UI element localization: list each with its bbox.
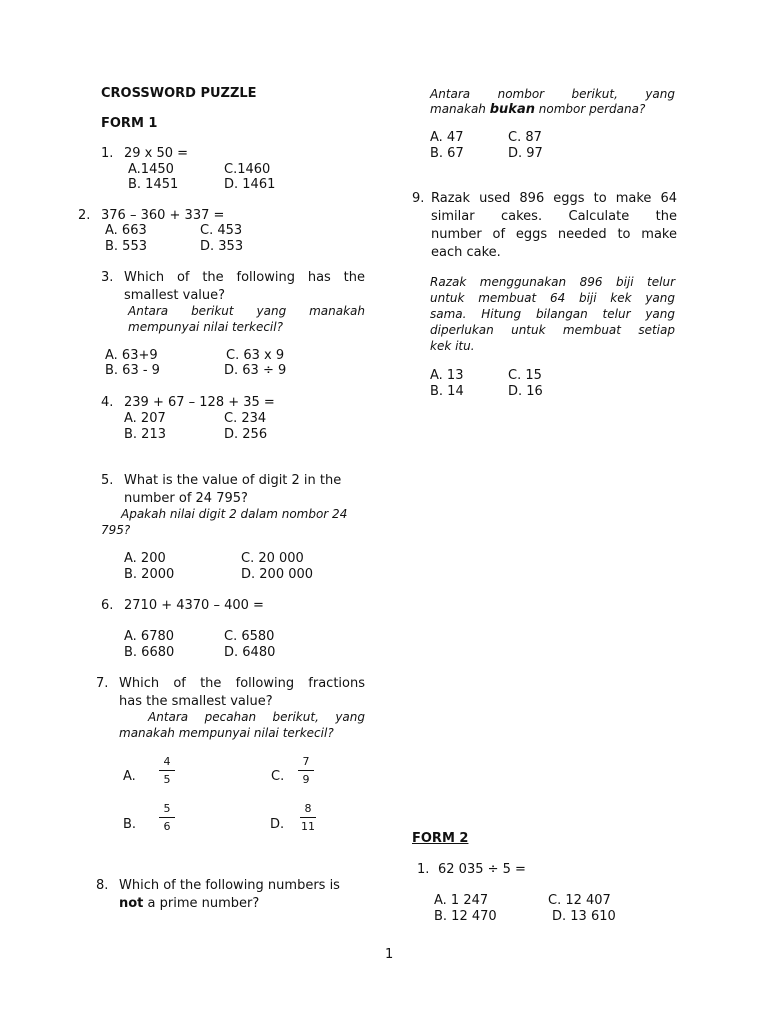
option-d: D. 63 ÷ 9	[224, 363, 287, 378]
question-text-line: number of 24 795?	[124, 491, 248, 506]
option-b: B. 12 470	[434, 909, 497, 924]
option-c: C. 87	[508, 130, 542, 145]
option-a: A. 207	[124, 411, 166, 426]
option-a: A.1450	[128, 162, 174, 177]
fraction-option-c	[298, 755, 314, 786]
option-d: D. 353	[200, 239, 244, 254]
question-text-line: smallest value?	[124, 288, 226, 303]
option-b: B. 63 - 9	[105, 363, 160, 378]
option-b: B. 6680	[124, 645, 175, 660]
option-d: D. 97	[508, 146, 543, 161]
fraction-bar	[298, 770, 314, 771]
question-number: 8.	[96, 878, 109, 893]
option-c: C.1460	[224, 162, 271, 177]
malay-text-pre: manakah	[430, 102, 490, 116]
option-b: B. 14	[430, 384, 464, 399]
option-a: A. 200	[124, 551, 166, 566]
option-c: C. 453	[200, 223, 243, 238]
option-b-label: B.	[123, 817, 137, 832]
question-text: 239 + 67 – 128 + 35 =	[124, 395, 275, 410]
option-d: D. 13 610	[552, 909, 616, 924]
question-text-line: each cake.	[431, 245, 501, 260]
fraction-option-b	[159, 802, 175, 833]
option-c: C. 15	[508, 368, 542, 383]
option-c: C. 234	[224, 411, 267, 426]
malay-text-line: Antara berikut yang manakah	[128, 304, 365, 318]
fraction-bar	[159, 770, 175, 771]
question-text-line: Which of the following fractions	[119, 676, 365, 691]
numerator: 4	[163, 755, 171, 768]
question-number: 1.	[101, 146, 114, 161]
option-c: C. 20 000	[241, 551, 304, 566]
malay-text-line	[430, 101, 645, 118]
option-b: B. 213	[124, 427, 166, 442]
question-text-line: number of eggs needed to make	[431, 227, 677, 242]
fraction-option-a	[159, 755, 175, 786]
option-b: B. 1451	[128, 177, 179, 192]
form2-heading: FORM 2	[412, 831, 469, 846]
numerator: 7	[302, 755, 310, 768]
malay-text-line: Razak menggunakan 896 biji telur	[430, 275, 675, 289]
question-text: 2710 + 4370 – 400 =	[124, 598, 264, 613]
question-text-rest: a prime number?	[143, 896, 260, 911]
malay-text-line: manakah mempunyai nilai terkecil?	[119, 726, 334, 740]
emphasis-not: not	[119, 896, 144, 911]
option-c-label: C.	[271, 769, 285, 784]
numerator: 8	[304, 802, 312, 815]
option-b: B. 2000	[124, 567, 175, 582]
page-title: CROSSWORD PUZZLE	[101, 86, 257, 101]
question-text: 62 035 ÷ 5 =	[438, 862, 526, 877]
option-d: D. 6480	[224, 645, 276, 660]
option-d: D. 200 000	[241, 567, 314, 582]
denominator: 9	[302, 773, 310, 786]
malay-text-line: diperlukan untuk membuat setiap	[430, 323, 675, 337]
malay-text-line: sama. Hitung bilangan telur yang	[430, 307, 675, 321]
option-a: A. 47	[430, 130, 464, 145]
option-a: A. 63+9	[105, 348, 158, 363]
option-a: A. 663	[105, 223, 147, 238]
option-c: C. 12 407	[548, 893, 611, 908]
emphasis-bukan: bukan	[489, 102, 535, 117]
fraction-bar	[159, 817, 175, 818]
option-a: A. 13	[430, 368, 464, 383]
question-text: 29 x 50 =	[124, 146, 189, 161]
fraction-option-d	[300, 802, 316, 833]
malay-text-line: mempunyai nilai terkecil?	[128, 320, 283, 334]
option-d: D. 16	[508, 384, 543, 399]
denominator: 6	[163, 820, 171, 833]
page-number: 1	[385, 947, 394, 962]
option-b: B. 553	[105, 239, 147, 254]
denominator: 11	[301, 820, 315, 833]
option-b: B. 67	[430, 146, 464, 161]
question-number: 3.	[101, 270, 114, 285]
question-text-line: similar cakes. Calculate the	[431, 209, 677, 224]
fraction-bar	[300, 817, 316, 818]
option-a: A. 1 247	[434, 893, 489, 908]
option-d-label: D.	[270, 817, 285, 832]
form1-heading: FORM 1	[101, 116, 158, 131]
malay-text-post: nombor perdana?	[534, 102, 646, 116]
question-number: 2.	[78, 208, 91, 223]
malay-text-line: Antara pecahan berikut, yang	[148, 710, 365, 724]
malay-text-line: untuk membuat 64 biji kek yang	[430, 291, 675, 305]
question-text-line	[119, 896, 259, 912]
question-number: 1.	[417, 862, 430, 877]
option-a: A. 6780	[124, 629, 175, 644]
option-c: C. 63 x 9	[226, 348, 285, 363]
malay-text-line: Antara nombor berikut, yang	[430, 87, 675, 101]
option-c: C. 6580	[224, 629, 275, 644]
option-a-label: A.	[123, 769, 136, 784]
question-text: 376 – 360 + 337 =	[101, 208, 225, 223]
denominator: 5	[163, 773, 171, 786]
option-d: D. 1461	[224, 177, 276, 192]
question-text-line: What is the value of digit 2 in the	[124, 473, 342, 488]
malay-text-line: kek itu.	[430, 339, 475, 353]
question-text-line: Which of the following numbers is	[119, 878, 340, 893]
question-number: 5.	[101, 473, 114, 488]
question-number: 7.	[96, 676, 109, 691]
option-d: D. 256	[224, 427, 268, 442]
question-number: 4.	[101, 395, 114, 410]
question-text-line: Which of the following has the	[124, 270, 365, 285]
question-text-line: Razak used 896 eggs to make 64	[431, 191, 677, 206]
malay-text-line: Apakah nilai digit 2 dalam nombor 24	[121, 507, 348, 521]
question-text-line: has the smallest value?	[119, 694, 273, 709]
question-number: 9.	[412, 191, 425, 206]
numerator: 5	[163, 802, 171, 815]
question-number: 6.	[101, 598, 114, 613]
malay-text-line: 795?	[101, 523, 131, 537]
